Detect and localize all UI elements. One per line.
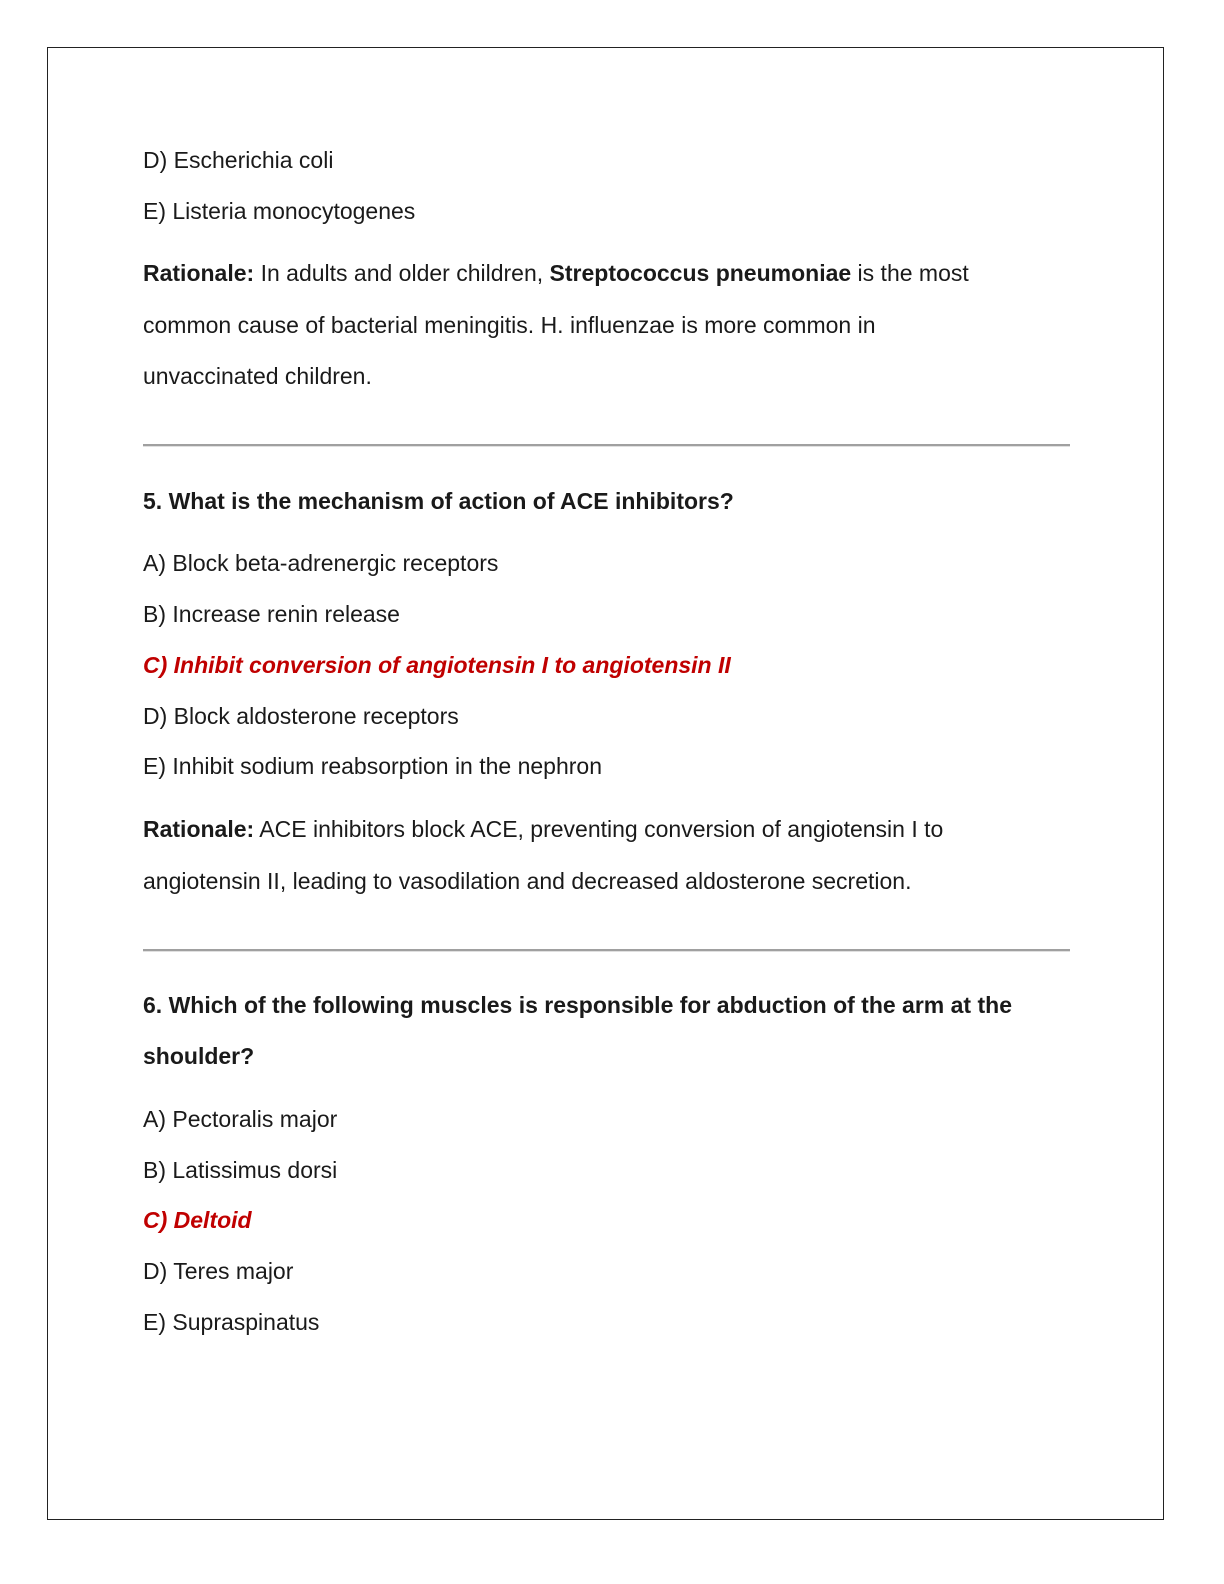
rationale-label: Rationale: <box>143 260 255 286</box>
q6-question-line-2: shoulder? <box>143 1043 255 1069</box>
q5-rationale-line-1 <box>143 814 943 844</box>
q6-question-line-1: 6. Which of the following muscles is responsible for abduction of the arm at the <box>143 992 1012 1018</box>
q4-rationale-line-3: unvaccinated children. <box>143 363 372 389</box>
q5-option-a: A) Block beta-adrenergic receptors <box>143 550 499 576</box>
rationale-text: In adults and older children, <box>254 260 550 286</box>
q6-option-e: E) Supraspinatus <box>143 1309 320 1335</box>
rationale-label: Rationale: <box>143 816 255 842</box>
q5-option-d: D) Block aldosterone receptors <box>143 703 459 729</box>
q5-option-b: B) Increase renin release <box>143 601 400 627</box>
q5-rationale-line-2: angiotensin II, leading to vasodilation and decreased aldosterone secretion. <box>143 868 912 894</box>
q6-option-c-correct: C) Deltoid <box>143 1207 252 1233</box>
rationale-text: ACE inhibitors block ACE, preventing conversion of angiotensin I to <box>254 816 944 842</box>
section-divider <box>143 949 1070 952</box>
q6-option-a: A) Pectoralis major <box>143 1106 338 1132</box>
section-divider <box>143 444 1070 447</box>
q4-option-e: E) Listeria monocytogenes <box>143 198 416 224</box>
q6-option-b: B) Latissimus dorsi <box>143 1157 338 1183</box>
q5-option-c-correct: C) Inhibit conversion of angiotensin I to angiotensin II <box>143 652 731 678</box>
q5-question: 5. What is the mechanism of action of ACE inhibitors? <box>143 488 734 514</box>
q4-rationale-line-1 <box>143 258 969 288</box>
q4-option-d: D) Escherichia coli <box>143 147 334 173</box>
q5-option-e: E) Inhibit sodium reabsorption in the nephron <box>143 753 603 779</box>
q6-option-d: D) Teres major <box>143 1258 294 1284</box>
rationale-text: is the most <box>851 260 969 286</box>
q4-rationale-line-2: common cause of bacterial meningitis. H. influenzae is more common in <box>143 312 876 338</box>
rationale-emphasis: Streptococcus pneumoniae <box>549 260 852 286</box>
